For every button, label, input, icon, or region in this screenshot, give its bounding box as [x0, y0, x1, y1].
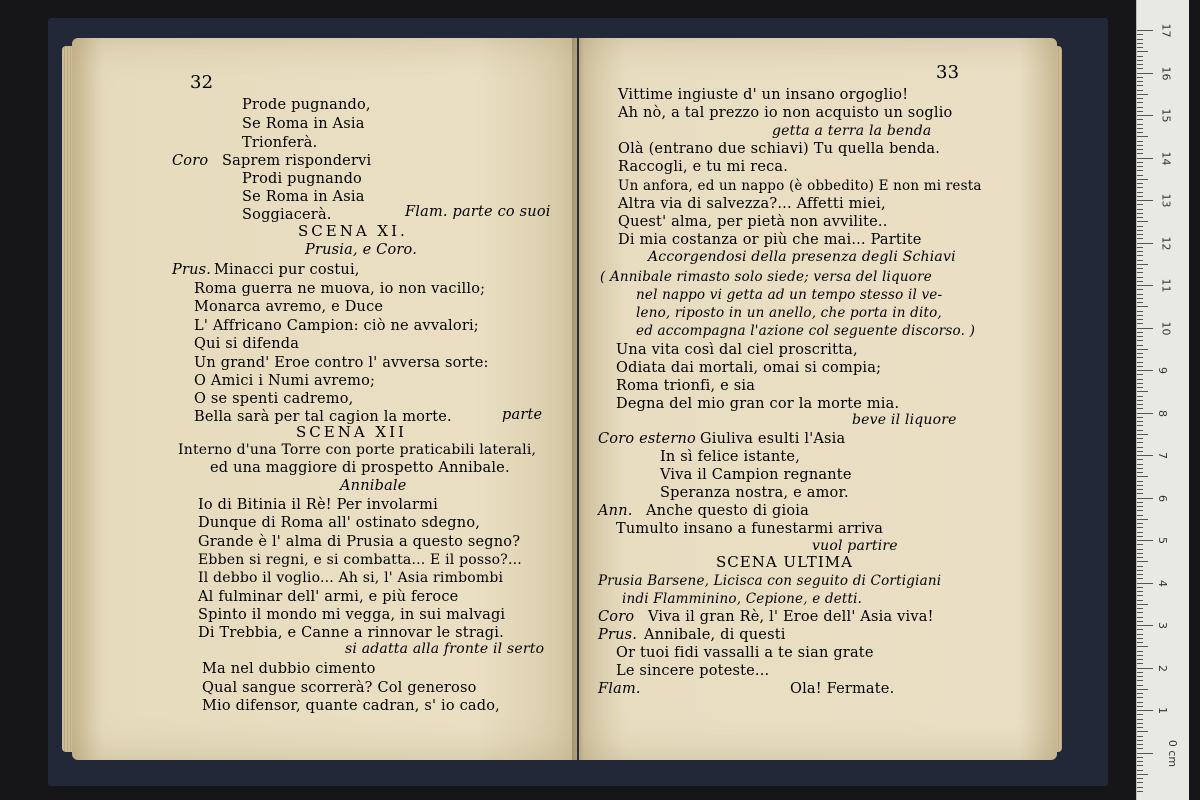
ruler-tick: [1137, 179, 1148, 180]
ruler-number: 1: [1156, 707, 1169, 714]
ruler-tick: [1137, 370, 1153, 371]
ruler-number: 16: [1159, 66, 1173, 80]
text-line: Trionferà.: [242, 135, 318, 151]
ruler-tick: [1137, 166, 1143, 167]
ruler-tick: [1137, 570, 1143, 571]
text-line: Prodi pugnando: [242, 171, 362, 187]
measuring-ruler: [1136, 0, 1189, 800]
ruler-tick: [1137, 638, 1143, 639]
ruler-tick: [1137, 527, 1143, 528]
ruler-tick: [1137, 702, 1143, 703]
ruler-tick: [1137, 502, 1143, 503]
ruler-tick: [1137, 81, 1143, 82]
text-line: O Amici i Numi avremo;: [194, 373, 376, 389]
ruler-tick: [1137, 744, 1143, 745]
ruler-tick: [1137, 119, 1143, 120]
ruler-tick: [1137, 175, 1143, 176]
ruler-tick: [1137, 238, 1143, 239]
ruler-tick: [1137, 272, 1143, 273]
ruler-tick: [1137, 153, 1143, 154]
speaker-label: Prus.: [172, 262, 212, 278]
ruler-tick: [1137, 85, 1143, 86]
ruler-tick: [1137, 693, 1143, 694]
ruler-tick: [1137, 506, 1143, 507]
ruler-tick: [1137, 464, 1143, 465]
ruler-tick: [1137, 47, 1143, 48]
text-line: Interno d'una Torre con porte praticabili laterali,: [178, 442, 537, 458]
text-line: Di Trebbia, e Canne a rinnovar le stragi.: [198, 625, 504, 641]
ruler-tick: [1137, 676, 1143, 677]
scene-characters: Prusia Barsene, Licisca con seguito di Cortigiani: [598, 573, 942, 589]
ruler-tick: [1137, 472, 1143, 473]
ruler-tick: [1137, 217, 1143, 218]
text-line: Al fulminar dell' armi, e più feroce: [198, 589, 459, 605]
ruler-tick: [1137, 374, 1143, 375]
text-line: Un anfora, ed un nappo (è obbedito) E non mi resta: [618, 178, 982, 194]
ruler-tick: [1137, 587, 1143, 588]
ruler-tick: [1137, 221, 1148, 222]
ruler-tick: [1137, 68, 1143, 69]
text-line: Odiata dai mortali, omai si compia;: [616, 360, 882, 376]
text-line: Viva il gran Rè, l' Eroe dell' Asia viva!: [648, 609, 934, 625]
ruler-tick: [1137, 510, 1143, 511]
text-line: Un grand' Eroe contro l' avversa sorte:: [194, 355, 489, 371]
ruler-tick: [1137, 583, 1153, 584]
text-line: Ma nel dubbio cimento: [202, 661, 376, 677]
text-line: Altra via di salvezza?... Affetti miei,: [618, 196, 886, 212]
text-line: Saprem rispondervi: [222, 153, 372, 169]
ruler-number: 15: [1159, 108, 1173, 123]
ruler-tick: [1137, 685, 1143, 686]
text-line: Tumulto insano a funestarmi arriva: [616, 521, 884, 537]
ruler-tick: [1137, 56, 1143, 57]
ruler-tick: [1137, 396, 1143, 397]
ruler-tick: [1137, 659, 1143, 660]
ruler-tick: [1137, 319, 1143, 320]
ruler-tick: [1137, 634, 1143, 635]
ruler-tick: [1137, 183, 1143, 184]
ruler-tick: [1137, 98, 1143, 99]
ruler-tick: [1137, 430, 1143, 431]
ruler-tick: [1137, 73, 1153, 74]
ruler-tick: [1137, 111, 1143, 112]
ruler-tick: [1137, 64, 1143, 65]
ruler-tick: [1137, 655, 1143, 656]
ruler-tick: [1137, 128, 1143, 129]
ruler-number: 0 cm: [1166, 739, 1180, 767]
ruler-tick: [1137, 213, 1143, 214]
ruler-tick: [1137, 765, 1143, 766]
ruler-tick: [1137, 697, 1143, 698]
ruler-tick: [1137, 523, 1143, 524]
speaker-label: Annibale: [340, 478, 407, 494]
text-line: Roma trionfi, e sia: [616, 378, 756, 394]
ruler-tick: [1137, 451, 1143, 452]
ruler-number: 3: [1156, 622, 1169, 629]
ruler-tick: [1137, 621, 1143, 622]
text-line: Speranza nostra, e amor.: [660, 485, 849, 501]
ruler-tick: [1137, 651, 1143, 652]
ruler-tick: [1137, 553, 1143, 554]
ruler-tick: [1137, 281, 1143, 282]
ruler-tick: [1137, 302, 1143, 303]
ruler-tick: [1137, 162, 1143, 163]
ruler-number: 10: [1159, 321, 1173, 335]
ruler-tick: [1137, 115, 1153, 116]
ruler-tick: [1137, 132, 1143, 133]
ruler-tick: [1137, 421, 1143, 422]
ruler-tick: [1137, 102, 1143, 103]
ruler-tick: [1137, 51, 1148, 52]
ruler-tick: [1137, 617, 1143, 618]
text-line: Annibale, di questi: [644, 627, 786, 643]
ruler-tick: [1137, 204, 1143, 205]
text-line: Vittime ingiuste d' un insano orgoglio!: [618, 87, 909, 103]
ruler-tick: [1137, 255, 1143, 256]
ruler-number: 5: [1156, 537, 1169, 544]
text-line: Grande è l' alma di Prusia a questo segno?: [198, 534, 521, 550]
ruler-number: 6: [1156, 494, 1169, 502]
ruler-tick: [1137, 408, 1143, 409]
ruler-tick: [1137, 668, 1153, 669]
text-line: Qui si difenda: [194, 336, 300, 352]
text-line: Spinto il mondo mi vegga, in sui malvagi: [198, 607, 506, 623]
ruler-tick: [1137, 532, 1143, 533]
ruler-tick: [1137, 727, 1143, 728]
ruler-tick: [1137, 536, 1143, 537]
speaker-label: Coro: [172, 153, 209, 169]
ruler-tick: [1137, 277, 1143, 278]
ruler-tick: [1137, 519, 1148, 520]
ruler-tick: [1137, 328, 1153, 329]
ruler-tick: [1137, 442, 1143, 443]
ruler-tick: [1137, 787, 1143, 788]
ruler-tick: [1137, 493, 1143, 494]
text-line: Bella sarà per tal cagion la morte.: [194, 409, 452, 425]
stage-direction: leno, riposto in un anello, che porta in dito,: [636, 305, 942, 321]
ruler-tick: [1137, 753, 1153, 754]
ruler-tick: [1137, 311, 1143, 312]
ruler-tick: [1137, 557, 1143, 558]
text-line: Viva il Campion regnante: [660, 467, 852, 483]
text-line: Soggiacerà.: [242, 207, 332, 223]
ruler-tick: [1137, 400, 1143, 401]
ruler-tick: [1137, 306, 1148, 307]
ruler-tick: [1137, 459, 1143, 460]
ruler-tick: [1137, 413, 1153, 414]
ruler-tick: [1137, 149, 1143, 150]
text-line: Olà (entrano due schiavi) Tu quella benda.: [618, 141, 941, 157]
ruler-tick: [1137, 251, 1143, 252]
ruler-tick: [1137, 748, 1143, 749]
ruler-tick: [1137, 680, 1143, 681]
ruler-tick: [1137, 578, 1143, 579]
ruler-tick: [1137, 336, 1143, 337]
scene-heading: SCENA XII: [296, 423, 407, 441]
ruler-tick: [1137, 561, 1148, 562]
ruler-tick: [1137, 345, 1143, 346]
text-line: Raccogli, e tu mi reca.: [618, 159, 789, 175]
ruler-tick: [1137, 481, 1143, 482]
ruler-number: 14: [1159, 151, 1173, 165]
ruler-tick: [1137, 298, 1143, 299]
speaker-label: Flam.: [598, 681, 641, 697]
speaker-label: Prus.: [598, 627, 638, 643]
ruler-tick: [1137, 663, 1143, 664]
ruler-tick: [1137, 315, 1143, 316]
ruler-tick: [1137, 124, 1143, 125]
ruler-tick: [1137, 625, 1153, 626]
ruler-tick: [1137, 600, 1143, 601]
ruler-tick: [1137, 230, 1143, 231]
ruler-tick: [1137, 476, 1148, 477]
ruler-number: 9: [1156, 367, 1169, 374]
ruler-number: 7: [1156, 452, 1169, 459]
ruler-tick: [1137, 323, 1143, 324]
ruler-tick: [1137, 455, 1153, 456]
ruler-tick: [1137, 489, 1143, 490]
text-line: Giuliva esulti l'Asia: [700, 431, 846, 447]
ruler-tick: [1137, 200, 1153, 201]
text-line: Minacci pur costui,: [214, 262, 360, 278]
ruler-tick: [1137, 595, 1143, 596]
ruler-tick: [1137, 387, 1143, 388]
ruler-tick: [1137, 761, 1143, 762]
ruler-tick: [1137, 39, 1143, 40]
ruler-tick: [1137, 736, 1143, 737]
ruler-tick: [1137, 417, 1143, 418]
ruler-tick: [1137, 260, 1143, 261]
text-line: O se spenti cadremo,: [194, 391, 354, 407]
book-gutter: [572, 38, 584, 760]
ruler-tick: [1137, 30, 1153, 31]
ruler-tick: [1137, 485, 1143, 486]
ruler-tick: [1137, 234, 1143, 235]
ruler-tick: [1137, 43, 1143, 44]
ruler-tick: [1137, 362, 1143, 363]
stage-direction: ed accompagna l'azione col seguente discorso. ): [636, 323, 976, 339]
text-line: Quest' alma, per pietà non avvilite..: [618, 214, 888, 230]
ruler-tick: [1137, 566, 1143, 567]
text-line: Degna del mio gran cor la morte mia.: [616, 396, 900, 412]
ruler-tick: [1137, 642, 1143, 643]
text-line: Qual sangue scorrerà? Col generoso: [202, 680, 477, 696]
ruler-tick: [1137, 710, 1153, 711]
ruler-tick: [1137, 770, 1143, 771]
ruler-tick: [1137, 192, 1143, 193]
ruler-tick: [1137, 629, 1143, 630]
ruler-tick: [1137, 349, 1148, 350]
text-line: Una vita così dal ciel proscritta,: [616, 342, 858, 358]
ruler-tick: [1137, 468, 1143, 469]
text-line: Ebben si regni, e si combatta... E il posso?...: [198, 552, 522, 568]
ruler-tick: [1137, 574, 1143, 575]
stage-direction: beve il liquore: [852, 412, 957, 428]
ruler-tick: [1137, 285, 1153, 286]
ruler-tick: [1137, 268, 1143, 269]
right-page-number: 33: [936, 62, 960, 83]
ruler-tick: [1137, 366, 1143, 367]
ruler-tick: [1137, 294, 1143, 295]
ruler-tick: [1137, 438, 1143, 439]
text-line: Il debbo il voglio... Ah si, l' Asia rimbombi: [198, 570, 504, 586]
ruler-tick: [1137, 723, 1143, 724]
text-line: Ah nò, a tal prezzo io non acquisto un soglio: [618, 105, 953, 121]
ruler-tick: [1137, 379, 1143, 380]
ruler-tick: [1137, 226, 1143, 227]
ruler-tick: [1137, 34, 1143, 35]
ruler-tick: [1137, 209, 1143, 210]
ruler-tick: [1137, 60, 1143, 61]
ruler-number: 11: [1159, 278, 1173, 293]
text-line: Se Roma in Asia: [242, 116, 365, 132]
text-line: Roma guerra ne muova, io non vacillo;: [194, 281, 486, 297]
text-line: Di mia costanza or più che mai... Partite: [618, 232, 922, 248]
scene-heading: SCENA XI.: [298, 222, 408, 240]
ruler-tick: [1137, 425, 1143, 426]
ruler-tick: [1137, 383, 1143, 384]
ruler-number: 4: [1156, 579, 1169, 587]
ruler-tick: [1137, 187, 1143, 188]
ruler-number: 2: [1156, 664, 1169, 672]
ruler-tick: [1137, 145, 1143, 146]
ruler-tick: [1137, 447, 1143, 448]
ruler-tick: [1137, 136, 1148, 137]
ruler-tick: [1137, 778, 1143, 779]
ruler-tick: [1137, 757, 1143, 758]
ruler-tick: [1137, 158, 1153, 159]
stage-direction: si adatta alla fronte il serto: [345, 641, 545, 657]
ruler-tick: [1137, 515, 1143, 516]
stage-direction: vuol partire: [812, 538, 898, 554]
text-line: Io di Bitinia il Rè! Per involarmi: [198, 497, 438, 513]
text-line: Or tuoi fidi vassalli a te sian grate: [616, 645, 874, 661]
ruler-number: 12: [1159, 236, 1173, 250]
stage-direction: ( Annibale rimasto solo siede; versa del liquore: [600, 269, 932, 285]
ruler-tick: [1137, 498, 1153, 499]
stage-direction: parte: [502, 407, 543, 423]
ruler-tick: [1137, 774, 1148, 775]
text-line: Mio difensor, quante cadran, s' io cado,: [202, 698, 500, 714]
ruler-number: 13: [1159, 193, 1173, 208]
ruler-tick: [1137, 90, 1143, 91]
ruler-tick: [1137, 719, 1143, 720]
scene-characters: indi Flamminino, Cepione, e detti.: [622, 591, 863, 607]
text-line: ed una maggiore di prospetto Annibale.: [210, 460, 510, 476]
text-line: Le sincere poteste...: [616, 663, 770, 679]
ruler-tick: [1137, 782, 1143, 783]
ruler-tick: [1137, 740, 1143, 741]
ruler-tick: [1137, 141, 1143, 142]
ruler-tick: [1137, 289, 1143, 290]
ruler-tick: [1137, 170, 1143, 171]
text-line: Dunque di Roma all' ostinato sdegno,: [198, 515, 481, 531]
scene-heading: SCENA ULTIMA: [716, 553, 853, 571]
stage-direction: Flam. parte co suoi: [405, 204, 551, 220]
ruler-tick: [1137, 549, 1143, 550]
ruler-tick: [1137, 404, 1143, 405]
ruler-tick: [1137, 540, 1153, 541]
speaker-label: Coro esterno: [598, 431, 696, 447]
text-line: Ola! Fermate.: [790, 681, 895, 697]
ruler-tick: [1137, 264, 1148, 265]
text-line: Anche questo di gioia: [646, 503, 809, 519]
ruler-number: 17: [1159, 23, 1173, 38]
ruler-tick: [1137, 332, 1143, 333]
ruler-tick: [1137, 94, 1148, 95]
ruler-tick: [1137, 544, 1143, 545]
speaker-label: Ann.: [598, 503, 633, 519]
ruler-tick: [1137, 353, 1143, 354]
stage-direction: getta a terra la benda: [772, 123, 932, 139]
ruler-number: 8: [1156, 409, 1169, 417]
ruler-tick: [1137, 714, 1143, 715]
ruler-tick: [1137, 243, 1153, 244]
ruler-tick: [1137, 77, 1143, 78]
ruler-tick: [1137, 791, 1143, 792]
ruler-tick: [1137, 646, 1148, 647]
ruler-tick: [1137, 689, 1148, 690]
text-line: In sì felice istante,: [660, 449, 801, 465]
ruler-tick: [1137, 357, 1143, 358]
ruler-tick: [1137, 196, 1143, 197]
ruler-tick: [1137, 340, 1143, 341]
left-page-number: 32: [190, 72, 214, 93]
ruler-tick: [1137, 434, 1148, 435]
ruler-tick: [1137, 391, 1148, 392]
ruler-tick: [1137, 591, 1143, 592]
ruler-tick: [1137, 612, 1143, 613]
scene-characters: Prusia, e Coro.: [305, 242, 417, 258]
ruler-tick: [1137, 604, 1148, 605]
speaker-label: Coro: [598, 609, 635, 625]
text-line: Monarca avremo, e Duce: [194, 299, 384, 315]
ruler-tick: [1137, 672, 1143, 673]
ruler-tick: [1137, 608, 1143, 609]
stage-direction: Accorgendosi della presenza degli Schiavi: [648, 249, 956, 265]
ruler-tick: [1137, 706, 1143, 707]
ruler-tick: [1137, 107, 1143, 108]
ruler-tick: [1137, 731, 1148, 732]
stage-direction: nel nappo vi getta ad un tempo stesso il ve-: [636, 287, 943, 303]
text-line: L' Affricano Campion: ciò ne avvalori;: [194, 318, 479, 334]
text-line: Prode pugnando,: [242, 97, 371, 113]
ruler-tick: [1137, 247, 1143, 248]
text-line: Se Roma in Asia: [242, 189, 365, 205]
